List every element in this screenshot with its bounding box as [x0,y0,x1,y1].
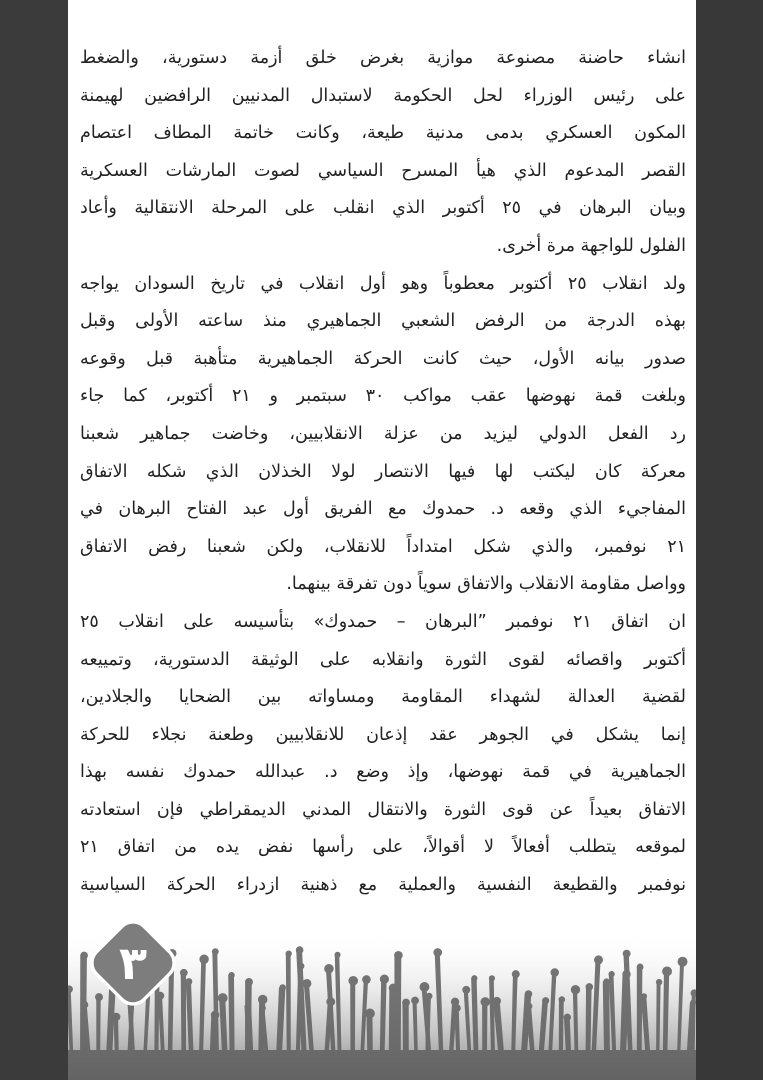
raised-fist-shape [334,952,340,958]
text-line: إنما يشكل في الجوهر عقد إذعان للانقلابيين وطعنة نجلاء للحركة [80,724,686,745]
raised-fist-shape [302,979,311,988]
article-body [80,40,686,905]
raised-fist-shape [185,978,192,985]
raised-fist-shape [525,990,533,998]
raised-fist-shape [420,982,430,992]
raised-fist-shape [286,951,292,957]
raised-fist-shape [433,948,442,957]
crowd-base-shape [68,1050,696,1080]
right-dark-margin [696,0,763,1080]
raised-fist-shape [480,997,490,1007]
raised-fist-shape [551,968,559,976]
text-line: وبلغت قمة نهوضها عقب مواكب ٣٠ سبتمبر و ٢١ أكتوبر، كما جاء [80,386,686,407]
raised-fist-shape [228,972,234,978]
text-line: انشاء حاضنة مصنوعة موازية بغرض خلق أزمة دستورية، والضغط [80,48,686,68]
raised-fist-shape [559,996,566,1003]
text-line: المكون العسكري بدمى مدنية طيعة، وكانت خاتمة المطاف اعتصام [80,123,686,144]
raised-fist-shape [564,1014,571,1021]
raised-fist-shape [365,1009,375,1019]
raised-fist-shape [112,1013,120,1021]
raised-fist-shape [259,1005,265,1011]
text-line: وواصل مقاومة الانقلاب والاتفاق سوياً دون تفرقة بينهما. [286,574,686,595]
text-line: الاتفاق بعيداً عن قوى الثورة والانتقال المدني الديمقراطي فإن استعادته [80,799,686,820]
text-line: الفلول للواجهة مرة أخرى. [496,235,686,256]
raised-fist-shape [526,1003,533,1010]
raised-fist-shape [623,950,631,958]
paragraph [80,604,686,905]
raised-fist-shape [678,957,688,967]
raised-fist-shape [571,985,580,994]
raised-fist-shape [411,997,419,1005]
raised-fist-shape [489,975,495,981]
raised-fist-shape [348,976,358,986]
text-line: وبيان البرهان في ٢٥ أكتوبر الذي انقلب على المرحلة الانتقالية وأعاد [80,198,686,219]
text-line: الجماهيرية في قمة نهوضها، وإذ وضع د. عبدالله حمدوك نفسه بهذا [80,762,686,783]
raised-fist-shape [402,999,410,1007]
raised-fist-shape [394,951,403,960]
raised-fist-shape [641,993,647,999]
text-line: معركة كان ليكتب لها فيها الانتصار لولا الخذلان الذي شكله الاتفاق [80,461,686,482]
text-line: ان اتفاق ٢١ نوفمبر ”البرهان – حمدوك» بتأسيسه على انقلاب ٢٥ [80,611,686,632]
raised-fist-shape [609,971,615,977]
raised-fist-shape [380,975,389,984]
text-line: القصر المدعوم الذي هيأ المسرح السياسي لصوت المارشات العسكرية [80,160,686,181]
text-line: ٢١ نوفمبر، والذي شكل امتداداً للانقلاب، ولكن شعبنا رفض الاتفاق [80,536,686,557]
raised-fist-shape [662,966,672,976]
raised-fist-shape [603,978,609,984]
raised-fist-shape [258,995,267,1004]
raised-fist-shape [462,986,470,994]
raised-fist-shape [324,964,334,974]
raised-fist-shape [245,978,253,986]
page-number: ٣ [118,936,148,990]
raised-fist-shape [362,975,371,984]
raised-fist-shape [199,955,208,964]
paragraph [80,40,686,266]
raised-fist-shape [245,1002,251,1008]
raised-fist-shape [493,997,501,1005]
text-line: رد الفعل الدولي ليزيد من عزلة الانقلابيين، وخاضت جماهير شعبنا [80,423,686,444]
raised-fist-shape [594,955,603,964]
raised-fist-shape [586,983,594,991]
raised-fist-shape [279,984,286,991]
raised-fist-shape [296,946,304,954]
raised-fist-shape [218,993,228,1003]
raised-fist-shape [656,979,662,985]
raised-fist-shape [542,997,549,1004]
text-line: على رئيس الوزراء لحل الحكومة لاستبدال المدنيين الرافضين لهيمنة [80,85,686,106]
left-dark-margin [0,0,68,1080]
page-number-badge [82,912,184,1014]
text-line: نوفمبر والقطيعة النفسية والعملية مع ذهنية ازدراء الحركة السياسية [80,875,686,896]
raised-fist-shape [637,964,644,971]
text-line: أكتوبر واقصائه لقوى الثورة وانقلابه على الوثيقة الدستورية، وتمييعه [80,649,686,670]
paragraph [80,266,686,604]
document-page [68,0,696,1080]
text-line: بهذه الدرجة من الرفض الشعبي الجماهيري منذ ساعته الأولى وقبل [80,311,686,332]
raised-fist-shape [471,975,477,981]
text-line: لقضية العدالة لشهداء المقاومة ومساواته بين الضحايا والجلادين، [80,687,686,708]
raised-fist-shape [453,1004,461,1012]
raised-fist-shape [212,948,219,955]
text-line: صدور بيانه الأول، حيث كانت الحركة الجماهيرية متأهبة قبل وقوعه [80,348,686,369]
text-line: لموقعه يتطلب أفعالاً لا أقوالاً، على رأسها نفض يده من اتفاق ٢١ [80,837,686,858]
raised-fist-shape [512,970,520,978]
text-line: المفاجيء الذي وقعه د. حمدوك مع الفريق أول عبد الفتاح البرهان في [80,499,686,520]
text-line: ولد انقلاب ٢٥ أكتوبر معطوباً وهو أول انقلاب في تاريخ السودان يواجه [80,273,686,294]
